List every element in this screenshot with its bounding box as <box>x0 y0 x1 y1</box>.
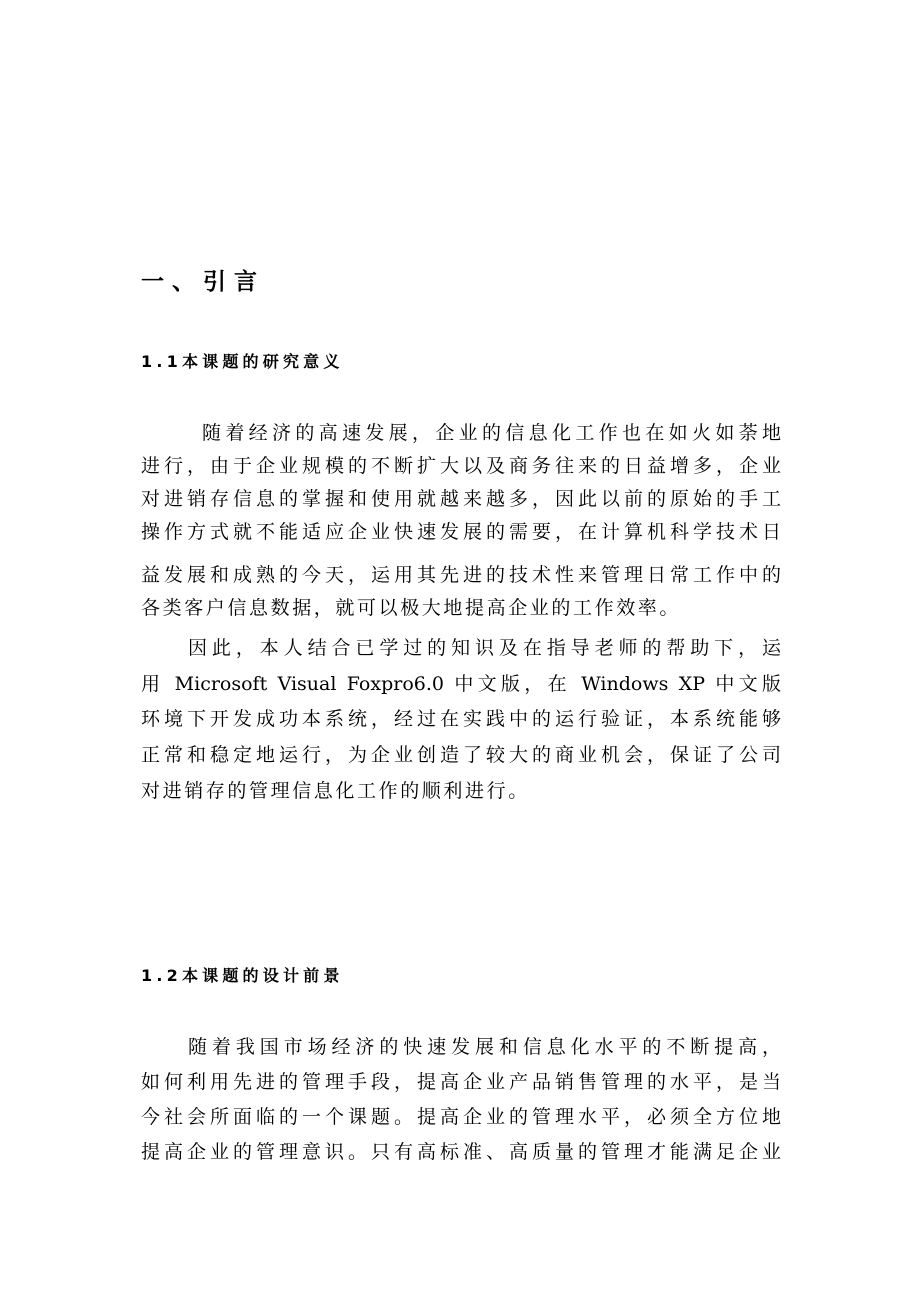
paragraph-line: 各类客户信息数据，就可以极大地提高企业的工作效率。 <box>141 597 682 619</box>
paragraph-line: 进行，由于企业规模的不断扩大以及商务往来的日益增多，企业 <box>141 455 781 477</box>
paragraph-line: 操作方式就不能适应企业快速发展的需要，在计算机科学技术日 <box>141 521 781 543</box>
paragraph-line: 随着经济的高速发展，企业的信息化工作也在如火如荼地 <box>202 422 781 444</box>
paragraph-line: 提高企业的管理意识。只有高标准、高质量的管理才能满足企业 <box>141 1141 781 1163</box>
section-heading-1-2: 1.2本课题的设计前景 <box>141 966 344 985</box>
chapter-title: 一、引言 <box>141 269 265 295</box>
paragraph-line: 环境下开发成功本系统，经过在实践中的运行验证，本系统能够 <box>141 708 781 730</box>
paragraph-line: 随着我国市场经济的快速发展和信息化水平的不断提高， <box>188 1036 781 1058</box>
paragraph-line: 益发展和成熟的今天，运用其先进的技术性来管理日常工作中的 <box>141 564 781 586</box>
section-heading-1-1: 1.1本课题的研究意义 <box>141 352 344 371</box>
paragraph-line: 今社会所面临的一个课题。提高企业的管理水平，必须全方位地 <box>141 1106 781 1128</box>
paragraph-line: 对进销存信息的掌握和使用就越来越多，因此以前的原始的手工 <box>141 488 781 510</box>
paragraph-line: 对进销存的管理信息化工作的顺利进行。 <box>141 780 530 802</box>
paragraph-line: 用 Microsoft Visual Foxpro6.0 中文版，在 Windows XP 中文版 <box>141 673 781 695</box>
paragraph-line: 因此，本人结合已学过的知识及在指导老师的帮助下，运 <box>188 637 781 659</box>
paragraph-line: 正常和稳定地运行，为企业创造了较大的商业机会，保证了公司 <box>141 744 781 766</box>
paragraph-line: 如何利用先进的管理手段，提高企业产品销售管理的水平，是当 <box>141 1071 781 1093</box>
